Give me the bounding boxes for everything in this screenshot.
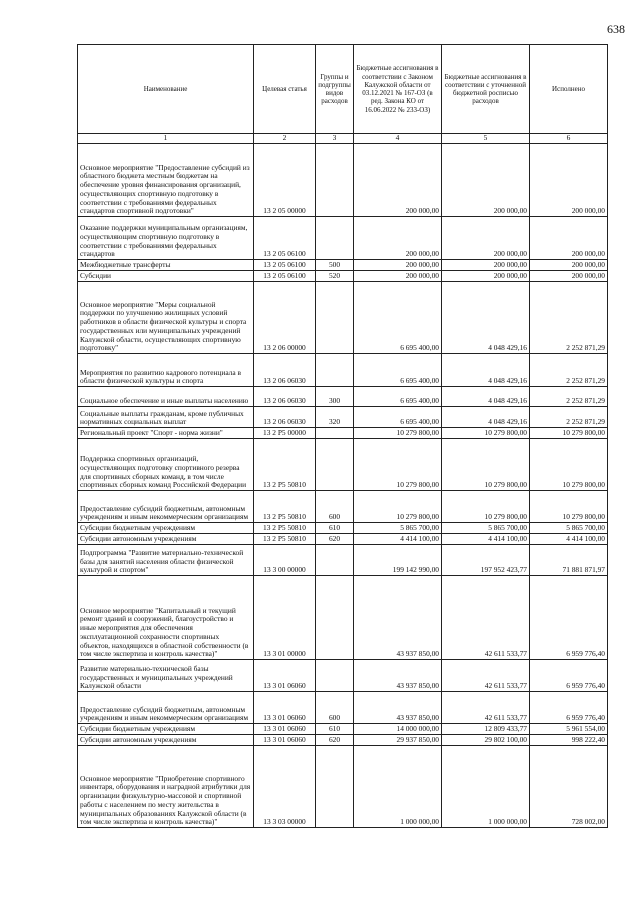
- row-law-amount: 14 000 000,00: [354, 724, 442, 735]
- row-law-amount: 6 695 400,00: [354, 282, 442, 354]
- row-group: [316, 545, 354, 576]
- row-name: Подпрограмма "Развитие материально-технической базы для занятий населения области физической культурой и спортом": [78, 545, 254, 576]
- budget-table: [77, 44, 608, 828]
- row-refined-amount: 197 952 423,77: [442, 545, 530, 576]
- row-law-amount: 10 279 800,00: [354, 491, 442, 523]
- row-executed-amount: 200 000,00: [530, 217, 608, 260]
- row-executed-amount: 5 961 554,00: [530, 724, 608, 735]
- row-code: 13 3 01 06060: [254, 660, 316, 692]
- row-group: 300: [316, 387, 354, 407]
- row-group: 600: [316, 491, 354, 523]
- header-executed: Исполнено: [530, 45, 608, 134]
- table-row: [78, 523, 608, 534]
- column-number: 1: [78, 134, 254, 144]
- column-number: 2: [254, 134, 316, 144]
- row-law-amount: 43 937 850,00: [354, 660, 442, 692]
- row-law-amount: 6 695 400,00: [354, 407, 442, 428]
- row-group: [316, 354, 354, 387]
- row-refined-amount: 4 048 429,16: [442, 387, 530, 407]
- row-name: Мероприятия по развитию кадрового потенциала в области физической культуры и спорта: [78, 354, 254, 387]
- row-code: 13 2 P5 50810: [254, 534, 316, 545]
- row-law-amount: 200 000,00: [354, 260, 442, 271]
- row-executed-amount: 2 252 871,29: [530, 387, 608, 407]
- row-executed-amount: 728 002,00: [530, 746, 608, 828]
- row-refined-amount: 4 414 100,00: [442, 534, 530, 545]
- row-executed-amount: 2 252 871,29: [530, 354, 608, 387]
- row-name: Межбюджетные трансферты: [78, 260, 254, 271]
- row-group: [316, 217, 354, 260]
- row-refined-amount: 4 048 429,16: [442, 407, 530, 428]
- row-executed-amount: 200 000,00: [530, 144, 608, 217]
- row-law-amount: 199 142 990,00: [354, 545, 442, 576]
- row-refined-amount: 10 279 800,00: [442, 491, 530, 523]
- table-row: [78, 354, 608, 387]
- row-name: Социальное обеспечение и иные выплаты населению: [78, 387, 254, 407]
- column-number: 5: [442, 134, 530, 144]
- row-executed-amount: 200 000,00: [530, 271, 608, 282]
- row-executed-amount: 200 000,00: [530, 260, 608, 271]
- row-refined-amount: 4 048 429,16: [442, 354, 530, 387]
- row-name: Основное мероприятие "Капитальный и текущий ремонт зданий и сооружений, благоустройство и иные мероприятия для обеспечения эксплуатационной сохранности спортивных объектов, находящихся в областной собственности (в том числе экспертиза и контроль качества)": [78, 576, 254, 660]
- row-code: 13 2 P5 50810: [254, 491, 316, 523]
- row-group: [316, 144, 354, 217]
- row-executed-amount: 5 865 700,00: [530, 523, 608, 534]
- row-group: 620: [316, 735, 354, 746]
- row-refined-amount: 42 611 533,77: [442, 576, 530, 660]
- row-name: Оказание поддержки муниципальным организациям, осуществляющим спортивную подготовку в соответствии с требованиями федеральных стандартов: [78, 217, 254, 260]
- row-refined-amount: 200 000,00: [442, 271, 530, 282]
- row-group: 610: [316, 724, 354, 735]
- row-group: 610: [316, 523, 354, 534]
- row-refined-amount: 12 809 433,77: [442, 724, 530, 735]
- row-executed-amount: 10 279 800,00: [530, 428, 608, 439]
- row-group: [316, 576, 354, 660]
- row-name: Поддержка спортивных организаций, осуществляющих подготовку спортивного резерва для спортивных сборных команд, в том числе спортивных сборных команд Российской Федерации: [78, 439, 254, 491]
- row-executed-amount: 6 959 776,40: [530, 576, 608, 660]
- row-refined-amount: 200 000,00: [442, 260, 530, 271]
- row-refined-amount: 42 611 533,77: [442, 660, 530, 692]
- row-refined-amount: 4 048 429,16: [442, 282, 530, 354]
- row-group: [316, 746, 354, 828]
- row-code: 13 2 05 00000: [254, 144, 316, 217]
- row-code: 13 2 P5 50810: [254, 439, 316, 491]
- row-refined-amount: 10 279 800,00: [442, 439, 530, 491]
- row-law-amount: 4 414 100,00: [354, 534, 442, 545]
- row-name: Основное мероприятие "Предоставление субсидий из областного бюджета местным бюджетам на обеспечение уровня финансирования организаций, осуществляющих спортивную подготовку в соответствии с требованиями федеральных стандартов спортивной подготовки": [78, 144, 254, 217]
- row-executed-amount: 10 279 800,00: [530, 439, 608, 491]
- header-row: [78, 45, 608, 134]
- row-code: 13 3 01 06060: [254, 692, 316, 724]
- row-law-amount: 200 000,00: [354, 271, 442, 282]
- row-code: 13 3 01 00000: [254, 576, 316, 660]
- row-name: Основное мероприятие "Меры социальной поддержки по улучшению жилищных условий работников в области физической культуры и спорта государственных или муниципальных учреждений Калужской области, осуществляющих спортивную подготовку": [78, 282, 254, 354]
- row-group: 620: [316, 534, 354, 545]
- row-law-amount: 200 000,00: [354, 217, 442, 260]
- row-group: [316, 660, 354, 692]
- row-name: Региональный проект "Спорт - норма жизни": [78, 428, 254, 439]
- row-group: 500: [316, 260, 354, 271]
- row-executed-amount: 2 252 871,29: [530, 282, 608, 354]
- row-law-amount: 1 000 000,00: [354, 746, 442, 828]
- row-name: Субсидии бюджетным учреждениям: [78, 724, 254, 735]
- row-name: Субсидии бюджетным учреждениям: [78, 523, 254, 534]
- table-row: [78, 428, 608, 439]
- row-code: 13 3 01 06060: [254, 724, 316, 735]
- table-row: [78, 545, 608, 576]
- table-row: [78, 439, 608, 491]
- table-row: [78, 407, 608, 428]
- header-refined: Бюджетные ассигнования в соответствии с уточненной бюджетной росписью расходов: [442, 45, 530, 134]
- row-executed-amount: 71 881 871,97: [530, 545, 608, 576]
- header-law: Бюджетные ассигнования в соответствии с Законом Калужской области от 03.12.2021 № 167-ОЗ (в ред. Закона КО от 16.06.2022 № 233-ОЗ): [354, 45, 442, 134]
- row-name: Развитие материально-технической базы государственных и муниципальных учреждений Калужской области: [78, 660, 254, 692]
- table-row: [78, 217, 608, 260]
- row-executed-amount: 6 959 776,40: [530, 692, 608, 724]
- row-code: 13 2 06 00000: [254, 282, 316, 354]
- row-refined-amount: 29 802 100,00: [442, 735, 530, 746]
- row-law-amount: 6 695 400,00: [354, 354, 442, 387]
- row-code: 13 2 06 06030: [254, 354, 316, 387]
- row-law-amount: 5 865 700,00: [354, 523, 442, 534]
- row-refined-amount: 200 000,00: [442, 217, 530, 260]
- row-name: Предоставление субсидий бюджетным, автономным учреждениям и иным некоммерческим организациям: [78, 491, 254, 523]
- row-code: 13 3 01 06060: [254, 735, 316, 746]
- row-group: 520: [316, 271, 354, 282]
- table-row: [78, 282, 608, 354]
- row-group: [316, 428, 354, 439]
- row-code: 13 2 06 06030: [254, 387, 316, 407]
- row-name: Основное мероприятие "Приобретение спортивного инвентаря, оборудования и наградной атрибутики для организации физкультурно-массовой и спортивной работы с населением по месту жительства в муниципальных образованиях Калужской области (в том числе экспертиза и контроль качества)": [78, 746, 254, 828]
- row-code: 13 2 P5 50810: [254, 523, 316, 534]
- row-executed-amount: 2 252 871,29: [530, 407, 608, 428]
- table-row: [78, 692, 608, 724]
- row-executed-amount: 998 222,40: [530, 735, 608, 746]
- row-code: 13 2 06 06030: [254, 407, 316, 428]
- table-body: [78, 144, 608, 828]
- row-law-amount: 43 937 850,00: [354, 576, 442, 660]
- table-row: [78, 724, 608, 735]
- row-name: Субсидии автономным учреждениям: [78, 735, 254, 746]
- row-executed-amount: 6 959 776,40: [530, 660, 608, 692]
- table-row: [78, 746, 608, 828]
- row-group: 600: [316, 692, 354, 724]
- row-law-amount: 200 000,00: [354, 144, 442, 217]
- row-group: 320: [316, 407, 354, 428]
- row-name: Субсидии автономным учреждениям: [78, 534, 254, 545]
- table-row: [78, 735, 608, 746]
- table-row: [78, 534, 608, 545]
- row-code: 13 3 00 00000: [254, 545, 316, 576]
- table-row: [78, 260, 608, 271]
- column-number-row: [78, 134, 608, 144]
- row-code: 13 2 05 06100: [254, 217, 316, 260]
- page-number: 638: [607, 22, 625, 36]
- row-name: Социальные выплаты гражданам, кроме публичных нормативных социальных выплат: [78, 407, 254, 428]
- table-row: [78, 660, 608, 692]
- row-executed-amount: 4 414 100,00: [530, 534, 608, 545]
- row-refined-amount: 5 865 700,00: [442, 523, 530, 534]
- row-law-amount: 6 695 400,00: [354, 387, 442, 407]
- row-executed-amount: 10 279 800,00: [530, 491, 608, 523]
- column-number: 4: [354, 134, 442, 144]
- table-row: [78, 144, 608, 217]
- row-refined-amount: 200 000,00: [442, 144, 530, 217]
- column-number: 6: [530, 134, 608, 144]
- header-group: Группы и подгруппы видов расходов: [316, 45, 354, 134]
- row-name: Субсидии: [78, 271, 254, 282]
- row-group: [316, 282, 354, 354]
- row-refined-amount: 1 000 000,00: [442, 746, 530, 828]
- row-law-amount: 29 937 850,00: [354, 735, 442, 746]
- row-law-amount: 10 279 800,00: [354, 428, 442, 439]
- row-law-amount: 43 937 850,00: [354, 692, 442, 724]
- table-row: [78, 387, 608, 407]
- row-refined-amount: 10 279 800,00: [442, 428, 530, 439]
- header-code: Целевая статья: [254, 45, 316, 134]
- row-code: 13 2 05 06100: [254, 271, 316, 282]
- row-group: [316, 439, 354, 491]
- row-code: 13 2 05 06100: [254, 260, 316, 271]
- row-code: 13 3 03 00000: [254, 746, 316, 828]
- column-number: 3: [316, 134, 354, 144]
- header-name: Наименование: [78, 45, 254, 134]
- table-row: [78, 576, 608, 660]
- row-name: Предоставление субсидий бюджетным, автономным учреждениям и иным некоммерческим организациям: [78, 692, 254, 724]
- table-row: [78, 271, 608, 282]
- row-law-amount: 10 279 800,00: [354, 439, 442, 491]
- row-code: 13 2 P5 00000: [254, 428, 316, 439]
- table-row: [78, 491, 608, 523]
- row-refined-amount: 42 611 533,77: [442, 692, 530, 724]
